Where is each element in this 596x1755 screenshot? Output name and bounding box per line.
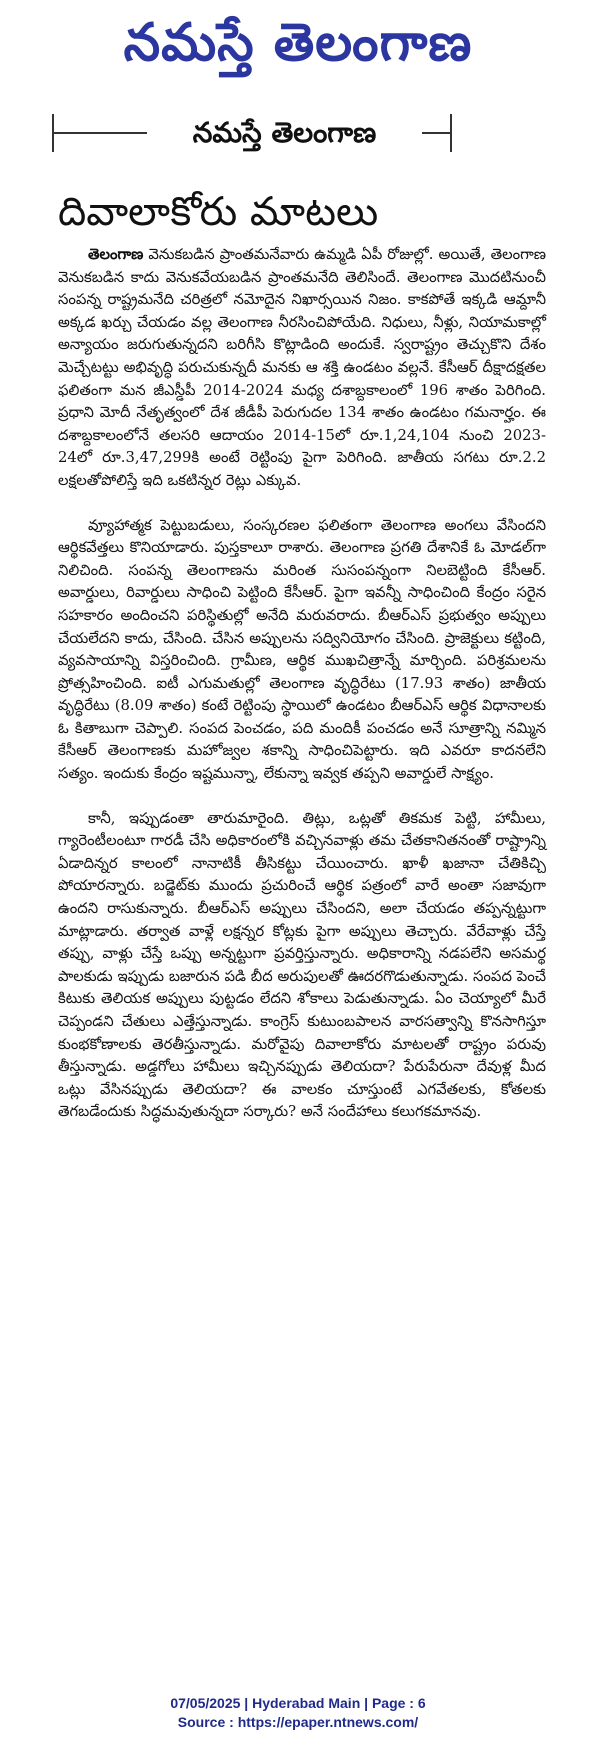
article-headline: దివాలాకోరు మాటలు <box>58 189 379 235</box>
lead-word: తెలంగాణ <box>88 246 144 263</box>
column-header-right-rule <box>450 114 452 152</box>
article-paragraph-3: కానీ, ఇప్పుడంతా తారుమారైంది. తిట్లు, ఒట్లతో తికమక పెట్టి, హామీలు, గ్యారెంటీలంటూ గారడీ చేసి అధికారంలోకి వచ్చినవాళ్లు తమ చేతకానితనంతో రాష్ట్రాన్ని ఏడాదిన్నర కాలంలో నానాటికీ తీసికట్టు చేయించారు. ఖాళీ ఖజానా చేతికిచ్చి పోయారన్నారు. బడ్జెట్‌కు ముందు ప్రచురించే ఆర్థిక పత్రంలో వారే అంతా సజావుగా ఉందని రాసుకున్నారు. బీఆర్ఎస్ అప్పులు చేసిందని, అలా చేయడం తప్పన్నట్టుగా మాట్లాడారు. తర్వాత వాళ్లే లక్షన్నర కోట్లకు పైగా అప్పులు తెచ్చారు. వేరేవాళ్లు చేస్తే తప్పు, వాళ్లు చేస్తే ఒప్పు అన్నట్టుగా ప్రవర్తిస్తున్నారు. అధికారాన్ని నడపలేని అసమర్థ పాలకుడు ఇప్పుడు బజారున పడి బీద అరుపులతో ఊదరగొడుతున్నాడు. సంపద పెంచే కిటుకు తెలియక అప్పులు పుట్టడం లేదని శోకాలు పెడుతున్నాడు. ఏం చెయ్యాలో మీరే చెప్పండని చేతులు ఎత్తేస్తున్నాడు. కాంగ్రెస్ కుటుంబపాలన వారసత్వాన్ని కొనసాగిస్తూ కుంభకోణాలకు తెరతీస్తున్నాడు. మరోవైపు దివాలాకోరు మాటలతో రాష్ట్రం పరువు తీస్తున్నాడు. అడ్డగోలు హామీలు ఇచ్చినప్పుడు తెలియదా? పేరుపేరునా దేవుళ్ల మీద ఒట్లు వేసినప్పుడు తెలియదా? ఈ వాలకం చూస్తుంటే ఎగవేతలకు, కోతలకు తెగబడేందుకు సిద్ధమవుతున్నదా సర్కారు? అనే సందేహాలు కలుగకమానవు. <box>58 809 546 1121</box>
column-header <box>52 108 452 158</box>
paragraph-1-text: వెనుకబడిన ప్రాంతమనేవారు ఉమ్మడి ఏపీ రోజుల్లో. అయితే, తెలంగాణ వెనుకబడిన కాదు వెనుకవేయబడిన ప్రాంతమనేది తెలిసిందే. తెలంగాణ మొదటినుంచీ సంపన్న రాష్ట్రమనేది చరిత్రలో నమోదైన నిఖార్సయిన నిజం. కాకపోతే ఇక్కడి ఆమ్దానీ అక్కడ ఖర్చు చేయడం వల్ల తెలంగాణ నీరసించిపోయేది. నిధులు, నీళ్లు, నియామకాల్లో అన్యాయం జరుగుతున్నదని బరిగీసి కొట్లాడింది అందుకే. స్వరాష్ట్రం తెచ్చుకొని దేశం మెచ్చేటట్టు అభివృద్ధి పరుచుకున్నదీ మనకు ఆ శక్తి ఉండటం వల్లనే. కేసీఆర్ దీక్షాదక్షతల ఫలితంగా మన జీఎస్డీపీ 2014-2024 మధ్య దశాబ్దకాలంలో 196 శాతం పెరిగింది. ప్రధాని మోదీ నేతృత్వంలో దేశ జీడీపీ పెరుగుదల 134 శాతం ఉండటం గమనార్హం. ఈ దశాబ్దకాలంలోనే తలసరి ఆదాయం 2014-15లో రూ.1,24,104 నుంచి 2023-24లో రూ.3,47,299కి అంటే రెట్టింపు పైగా పెరిగింది. జాతీయ సగటు రూ.2.2 లక్షలతోపోలిస్తే ఇది ఒకటిన్నర రెట్లు ఎక్కువ. <box>58 246 546 489</box>
article-body <box>58 244 546 1124</box>
footer-date-page: 07/05/2025 | Hyderabad Main | Page : 6 <box>170 1695 426 1711</box>
column-header-left-line <box>52 132 147 134</box>
column-header-right-line <box>422 132 452 134</box>
article-paragraph-1 <box>58 244 546 493</box>
article-paragraph-2: వ్యూహాత్మక పెట్టుబడులు, సంస్కరణల ఫలితంగా తెలంగాణ అంగలు వేసిందని ఆర్థికవేత్తలు కొనియాడారు. పుస్తకాలూ రాశారు. తెలంగాణ ప్రగతి దేశానికే ఓ మోడల్‌గా నిలిచింది. సంపన్న తెలంగాణను మరింత సుసంపన్నంగా నిలబెట్టింది కేసీఆర్. అవార్డులు, రివార్డులు సాధించి పెట్టింది కేసీఆర్. పైగా ఇవన్నీ సాధించింది కేంద్రం సరైన సహకారం అందించని పరిస్థితుల్లో అనేది మరువరాదు. బీఆర్ఎస్ ప్రభుత్వం అప్పులు చేయలేదని కాదు, చేసింది. చేసిన అప్పులను సద్వినియోగం చేసింది. ప్రాజెక్టులు కట్టింది, వ్యవసాయాన్ని విస్తరించింది. గ్రామీణ, ఆర్థిక ముఖచిత్రాన్నే మార్చింది. పరిశ్రమలను ప్రోత్సహించింది. ఐటీ ఎగుమతుల్లో తెలంగాణ వృద్ధిరేటు (17.93 శాతం) జాతీయ వృద్ధిరేటు (8.09 శాతం) కంటే రెట్టింపు స్థాయిలో ఉండటం బీఆర్ఎస్ ఆర్థిక విధానాలకు ఓ కితాబుగా చెప్పాలి. సంపద పెంచడం, పది మందికీ పంచడం అనే సూత్రాన్ని నమ్మిన కేసీఆర్ తెలంగాణకు మహోజ్వల శకాన్ని సాధించిపెట్టారు. ఇది ఎవరూ కాదనలేని సత్యం. ఇందుకు కేంద్రం ఇష్టమున్నా, లేకున్నా ఇవ్వక తప్పని అవార్డులే సాక్ష్యం. <box>58 516 546 783</box>
column-label: నమస్తే తెలంగాణ <box>192 116 377 149</box>
footer-credits <box>0 1694 596 1732</box>
footer-source: Source : https://epaper.ntnews.com/ <box>177 1714 419 1730</box>
masthead-logo: నమస్తే తెలంగాణ <box>123 13 473 73</box>
